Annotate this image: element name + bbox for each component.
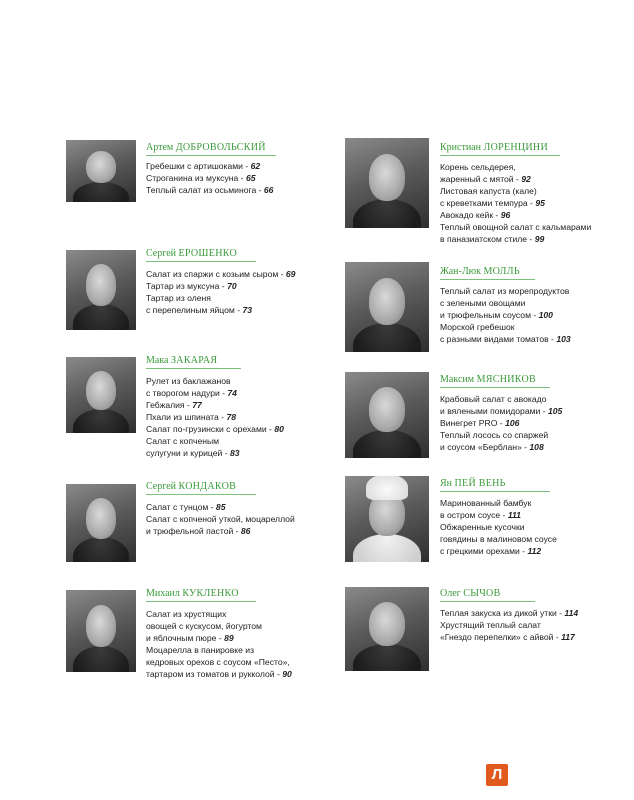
dish-line — [440, 321, 571, 333]
dish-page-number: 62 — [250, 161, 261, 171]
dish-line — [440, 521, 557, 533]
dish-line — [440, 197, 591, 209]
dish-page-number: 105 — [547, 406, 563, 416]
chef-body-shape — [73, 537, 129, 562]
dish-line — [146, 292, 295, 304]
dish-line — [440, 393, 562, 405]
chef-face-shape — [369, 387, 406, 432]
chef-name — [440, 374, 536, 385]
dish-name: Авокадо кейк - — [440, 210, 501, 220]
dish-page-number: 73 — [242, 305, 253, 315]
dish-name: и соусом «Берблан» - — [440, 442, 530, 452]
dish-name: с грецкими орехами - — [440, 546, 528, 556]
dish-line — [440, 607, 578, 619]
dish-name: с разными видами томатов - — [440, 334, 557, 344]
dish-line — [146, 656, 292, 668]
dish-list — [146, 160, 273, 196]
dish-page-number: 112 — [527, 546, 542, 556]
dish-page-number: 66 — [263, 185, 274, 195]
chef-photo — [66, 140, 136, 202]
chef-face-shape — [369, 602, 406, 646]
dish-page-number: 69 — [285, 269, 296, 279]
dish-name: и трюфельным соусом - — [440, 310, 539, 320]
chef-face-shape — [86, 264, 117, 306]
chef-photo — [345, 372, 429, 458]
chef-last-name: ПЕЙ ВЕНЬ — [454, 478, 506, 489]
dish-page-number: 89 — [224, 633, 234, 643]
dish-name: Салат по-грузински с орехами - — [146, 424, 275, 434]
chef-name — [146, 248, 237, 259]
dish-name: Морской гребешок — [440, 322, 515, 332]
dish-list — [440, 393, 562, 453]
dish-list — [146, 501, 295, 537]
chef-body-shape — [353, 534, 420, 562]
dish-name: Салат с тунцом - — [146, 502, 216, 512]
dish-line — [440, 441, 562, 453]
chef-first-name: Сергей — [146, 481, 176, 492]
dish-page-number: 86 — [240, 526, 251, 536]
dish-page-number: 83 — [229, 448, 240, 458]
dish-line — [440, 285, 571, 297]
dish-name: Строганина из муксуна - — [146, 173, 246, 183]
dish-name: Крабовый салат с авокадо — [440, 394, 547, 404]
chef-name — [440, 142, 548, 153]
chef-body-shape — [73, 304, 129, 330]
dish-line — [440, 631, 578, 643]
dish-list — [146, 268, 295, 316]
name-underline — [146, 261, 256, 262]
chef-name — [440, 588, 501, 599]
dish-name: Тартар из муксуна - — [146, 281, 228, 291]
dish-list — [440, 607, 578, 643]
chef-photo — [66, 250, 136, 330]
dish-line — [146, 447, 284, 459]
dish-name: Теплый лосось со спаржей — [440, 430, 549, 440]
chef-face-shape — [86, 605, 117, 648]
dish-line — [146, 375, 284, 387]
dish-line — [146, 501, 295, 513]
dish-name: Теплый салат из морепродуктов — [440, 286, 570, 296]
chef-last-name: КУКЛЕНКО — [182, 588, 239, 599]
dish-page-number: 77 — [192, 400, 202, 410]
chef-body-shape — [353, 323, 420, 352]
dish-name: Теплый овощной салат с кальмарами — [440, 222, 592, 232]
chef-name — [146, 481, 236, 492]
chef-body-shape — [73, 182, 129, 202]
dish-line — [440, 417, 562, 429]
dish-page-number: 106 — [505, 418, 520, 428]
chef-first-name: Жан-Люк — [440, 266, 481, 277]
dish-line — [146, 668, 292, 680]
dish-line — [146, 184, 273, 196]
chef-first-name: Сергей — [146, 248, 176, 259]
chef-photo — [66, 590, 136, 672]
dish-name: Теплый салат из осьминога - — [146, 185, 264, 195]
chef-name — [440, 266, 520, 277]
dish-line — [440, 161, 591, 173]
dish-list — [440, 497, 557, 557]
chef-face-shape — [369, 154, 406, 201]
name-underline — [440, 279, 535, 280]
dish-name: и яблочным пюре - — [146, 633, 225, 643]
dish-line — [440, 297, 571, 309]
dish-name: жаренный с мятой - — [440, 174, 522, 184]
dish-name: с перепелиным яйцом - — [146, 305, 243, 315]
chef-face-shape — [86, 151, 117, 183]
dish-page-number: 103 — [556, 334, 571, 344]
dish-page-number: 65 — [245, 173, 256, 183]
dish-page-number: 99 — [534, 234, 545, 244]
dish-name: Рулет из баклажанов — [146, 376, 231, 386]
dish-name: Салат из спаржи с козьим сыром - — [146, 269, 286, 279]
dish-line — [146, 304, 295, 316]
dish-line — [146, 608, 292, 620]
chef-first-name: Кристиан — [440, 142, 481, 153]
dish-line — [440, 429, 562, 441]
dish-name: тартаром из томатов и рукколой - — [146, 669, 283, 679]
dish-line — [440, 545, 557, 557]
dish-list — [440, 161, 591, 245]
dish-page-number: 117 — [561, 632, 575, 642]
dish-line — [440, 221, 591, 233]
chef-last-name: СЫЧОВ — [463, 588, 501, 599]
chef-first-name: Ян — [440, 478, 453, 489]
dish-name: Гребешки с артишоками - — [146, 161, 251, 171]
chef-last-name: ДОБРОВОЛЬСКИЙ — [175, 142, 266, 153]
chef-photo — [345, 138, 429, 228]
name-underline — [146, 368, 241, 369]
chef-first-name: Артем — [146, 142, 174, 153]
dish-line — [440, 309, 571, 321]
dish-page-number: 70 — [227, 281, 237, 291]
name-underline — [440, 155, 560, 156]
dish-page-number: 95 — [535, 198, 545, 208]
dish-name: с творогом надури - — [146, 388, 228, 398]
chef-photo — [66, 357, 136, 433]
chef-face-shape — [86, 371, 117, 411]
name-underline — [440, 387, 550, 388]
chef-face-shape — [86, 498, 117, 539]
dish-name: овощей с кускусом, йогуртом — [146, 621, 262, 631]
dish-name: Салат из хрустящих — [146, 609, 227, 619]
dish-line — [440, 619, 578, 631]
chef-last-name: МОЛЛЬ — [483, 266, 520, 277]
dish-page-number: 80 — [274, 424, 284, 434]
dish-line — [440, 405, 562, 417]
dish-line — [146, 172, 273, 184]
dish-name: в остром соусе - — [440, 510, 508, 520]
dish-page-number: 100 — [538, 310, 553, 320]
dish-name: говядины в малиновом соусе — [440, 534, 557, 544]
dish-page-number: 114 — [564, 608, 579, 618]
dish-page-number: 92 — [521, 174, 531, 184]
dish-page-number: 78 — [226, 412, 236, 422]
chef-body-shape — [73, 646, 129, 672]
name-underline — [146, 494, 256, 495]
dish-name: «Гнездо перепелки» с айвой - — [440, 632, 562, 642]
chef-first-name: Максим — [440, 374, 475, 385]
dish-name: Салат с копченым — [146, 436, 220, 446]
dish-page-number: 96 — [500, 210, 511, 220]
dish-line — [146, 423, 284, 435]
name-underline — [146, 155, 276, 156]
dish-name: Гебжалия - — [146, 400, 193, 410]
chef-last-name: МЯСНИКОВ — [476, 374, 536, 385]
dish-name: кедровых орехов с соусом «Песто», — [146, 657, 290, 667]
dish-line — [440, 533, 557, 545]
dish-line — [146, 525, 295, 537]
dish-line — [146, 513, 295, 525]
dish-name: Тартар из оленя — [146, 293, 211, 303]
chef-photo — [66, 484, 136, 562]
dish-line — [440, 509, 557, 521]
dish-line — [146, 620, 292, 632]
dish-name: Салат с копченой уткой, моцареллой — [146, 514, 295, 524]
chef-first-name: Олег — [440, 588, 461, 599]
chef-name — [440, 478, 506, 489]
chef-hat-shape — [366, 476, 408, 500]
dish-line — [146, 387, 284, 399]
dish-line — [146, 399, 284, 411]
dish-line — [440, 497, 557, 509]
dish-name: Корень сельдерея, — [440, 162, 516, 172]
chef-name — [146, 588, 239, 599]
dish-line — [146, 435, 284, 447]
dish-line — [440, 333, 571, 345]
dish-line — [440, 185, 591, 197]
chef-last-name: ЗАКАРАЯ — [170, 355, 218, 366]
name-underline — [146, 601, 256, 602]
dish-list — [440, 285, 571, 345]
dish-name: и трюфельной пастой - — [146, 526, 241, 536]
dish-line — [440, 209, 591, 221]
chef-photo — [345, 476, 429, 562]
dish-line — [146, 268, 295, 280]
dish-line — [146, 160, 273, 172]
chef-photo — [345, 262, 429, 352]
dish-name: Листовая капуста (кале) — [440, 186, 537, 196]
dish-name: в паназиатском стиле - — [440, 234, 535, 244]
dish-line — [146, 632, 292, 644]
dish-name: и вялеными помидорами - — [440, 406, 548, 416]
dish-page-number: 108 — [529, 442, 544, 452]
dish-line — [440, 233, 591, 245]
name-underline — [440, 491, 550, 492]
chef-last-name: ЛОРЕНЦИНИ — [483, 142, 548, 153]
dish-name: с зелеными овощами — [440, 298, 526, 308]
dish-list — [146, 375, 284, 459]
labirint-logo: Л — [486, 764, 508, 786]
dish-name: с креветками темпура - — [440, 198, 536, 208]
dish-name: Пхали из шпината - — [146, 412, 227, 422]
chef-body-shape — [353, 644, 420, 671]
dish-list — [146, 608, 292, 680]
dish-line — [146, 411, 284, 423]
dish-page-number: 85 — [215, 502, 226, 512]
chef-body-shape — [353, 430, 420, 458]
chef-photo — [345, 587, 429, 671]
dish-line — [440, 173, 591, 185]
chef-body-shape — [353, 199, 420, 228]
dish-line — [146, 644, 292, 656]
name-underline — [440, 601, 535, 602]
chef-first-name: Мака — [146, 355, 169, 366]
dish-page-number: 90 — [282, 669, 292, 679]
dish-page-number: 111 — [507, 510, 521, 520]
chef-body-shape — [73, 409, 129, 433]
chef-first-name: Михаил — [146, 588, 180, 599]
chef-last-name: ЕРОШЕНКО — [178, 248, 237, 259]
dish-name: Обжаренные кусочки — [440, 522, 525, 532]
chef-last-name: КОНДАКОВ — [178, 481, 237, 492]
chef-name — [146, 355, 217, 366]
chef-name — [146, 142, 266, 153]
dish-page-number: 74 — [227, 388, 237, 398]
dish-name: сулугуни и курицей - — [146, 448, 230, 458]
dish-line — [146, 280, 295, 292]
dish-name: Маринованный бамбук — [440, 498, 532, 508]
chef-face-shape — [369, 278, 406, 325]
dish-name: Теплая закуска из дикой утки - — [440, 608, 565, 618]
dish-name: Хрустящий теплый салат — [440, 620, 541, 630]
dish-name: Винегрет PRO - — [440, 418, 506, 428]
dish-name: Моцарелла в панировке из — [146, 645, 255, 655]
